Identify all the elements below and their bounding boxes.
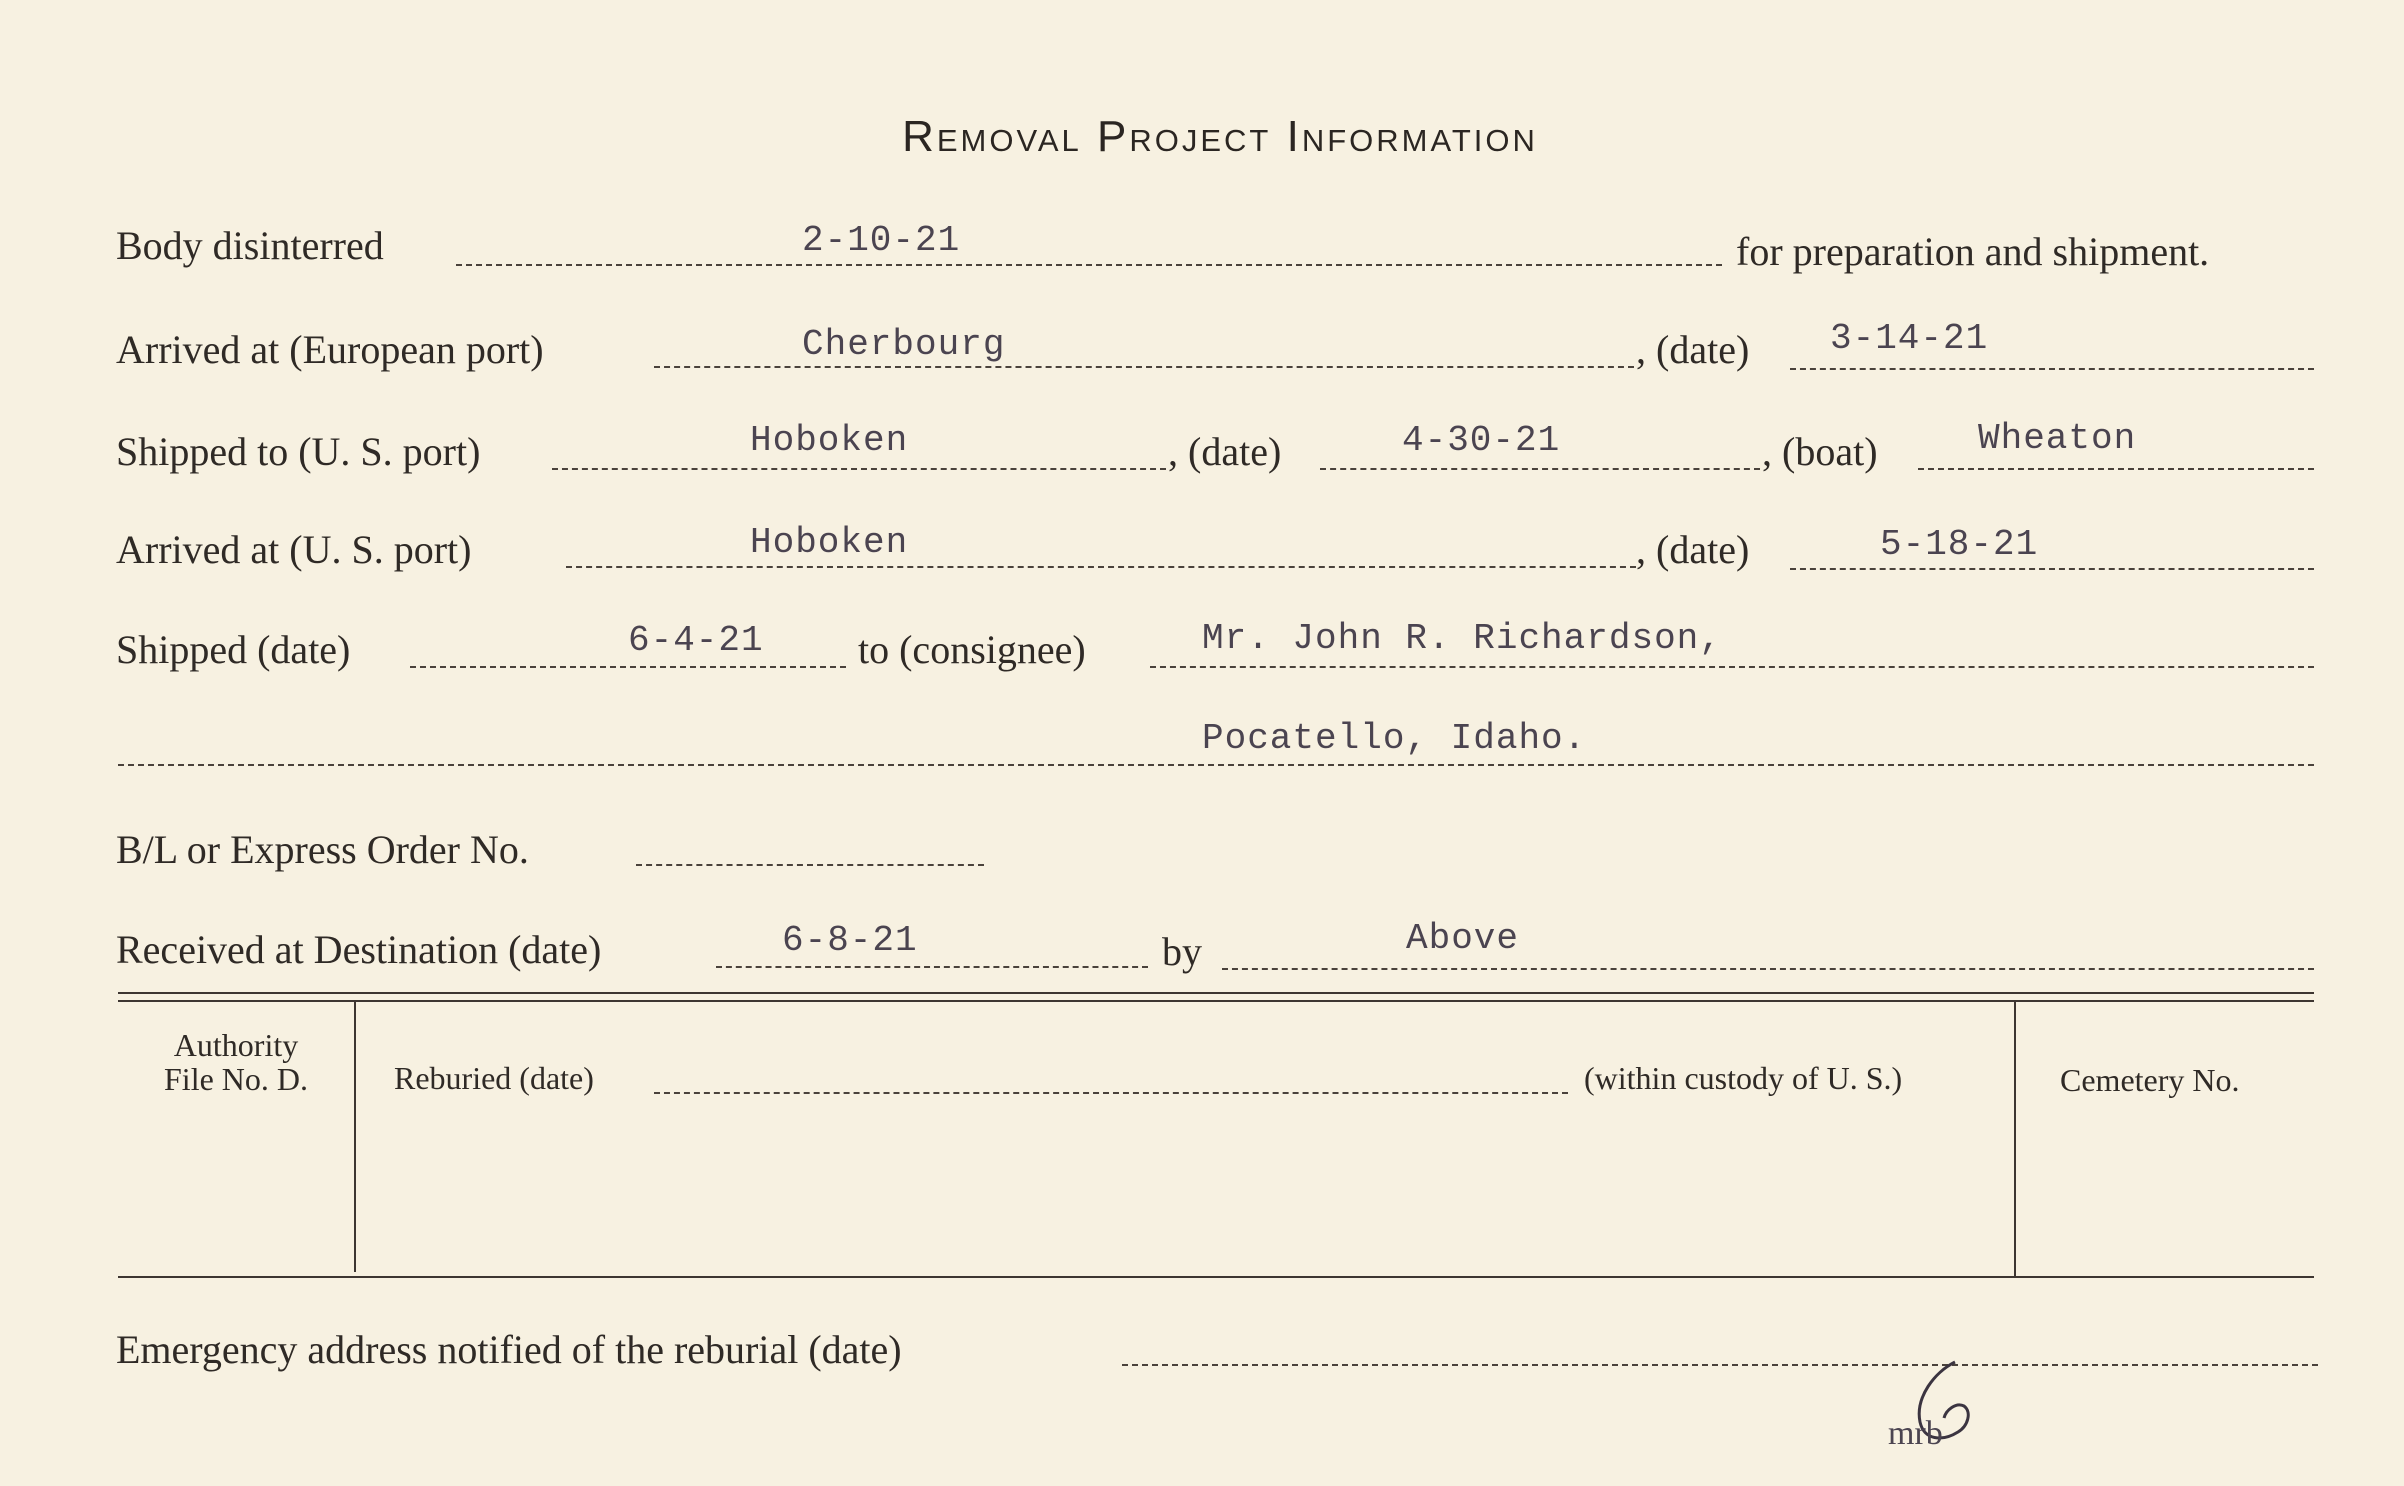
bl-order-line: [636, 864, 984, 866]
emergency-line: [1122, 1364, 2318, 1366]
shipped-us-port: Hoboken: [750, 420, 909, 461]
received-label: Received at Destination (date): [116, 927, 602, 972]
consignee-line2: Pocatello, Idaho.: [1202, 718, 1587, 759]
arrived-europe-port-line: [654, 366, 1634, 368]
received-by: Above: [1406, 918, 1520, 959]
arrived-us-label: Arrived at (U. S. port): [116, 527, 472, 572]
table-bottom-line: [118, 1276, 2314, 1278]
shipped-us-date-line: [1320, 468, 1760, 470]
arrived-europe-port: Cherbourg: [802, 324, 1006, 365]
reburied-line: [654, 1092, 1568, 1094]
table-top-line-2: [118, 1000, 2314, 1002]
arrived-us-date: 5-18-21: [1880, 524, 2039, 565]
shipped-us-label: Shipped to (U. S. port): [116, 429, 481, 474]
consignee-continued-line: [118, 764, 2314, 766]
handwritten-initials: [1880, 1352, 2000, 1462]
received-date: 6-8-21: [782, 920, 918, 961]
consignee-label: to (consignee): [858, 627, 1086, 672]
shipped-us-boat: Wheaton: [1978, 418, 2137, 459]
body-disinterred-label: Body disinterred: [116, 223, 384, 268]
body-disinterred-value: 2-10-21: [802, 220, 961, 261]
card-title: [0, 112, 2404, 162]
body-disinterred-suffix: for preparation and shipment.: [1736, 229, 2210, 274]
arrived-europe-label: Arrived at (European port): [116, 327, 544, 372]
arrived-us-port: Hoboken: [750, 522, 909, 563]
arrived-europe-date-label: , (date): [1636, 327, 1750, 372]
consignee-line1: Mr. John R. Richardson,: [1202, 618, 1722, 659]
cemetery-label: Cemetery No.: [2060, 1062, 2240, 1098]
reburied-label: Reburied (date): [394, 1060, 594, 1096]
shipped-date-line: [410, 666, 846, 668]
authority-label: [118, 1028, 354, 1096]
consignee-line: [1150, 666, 2314, 668]
body-disinterred-line: [456, 264, 1722, 266]
shipped-us-boat-label: , (boat): [1762, 429, 1878, 474]
shipped-us-boat-line: [1918, 468, 2314, 470]
shipped-us-port-line: [552, 468, 1166, 470]
table-divider-right: [2014, 1002, 2016, 1276]
authority-label-line1: Authority: [173, 1027, 299, 1063]
received-by-line: [1222, 968, 2314, 970]
received-date-line: [716, 966, 1148, 968]
arrived-us-date-line: [1790, 568, 2314, 570]
emergency-label: Emergency address notified of the reburial (date): [116, 1327, 902, 1372]
shipped-date-value: 6-4-21: [628, 620, 764, 661]
arrived-europe-date-line: [1790, 368, 2314, 370]
title-text: Removal Project Information: [902, 112, 1538, 161]
shipped-us-date-label: , (date): [1168, 429, 1282, 474]
arrived-us-port-line: [566, 566, 1636, 568]
custody-label: (within custody of U. S.): [1584, 1060, 1903, 1096]
shipped-date-label: Shipped (date): [116, 627, 351, 672]
received-by-label: by: [1162, 929, 1202, 974]
arrived-us-date-label: , (date): [1636, 527, 1750, 572]
initials-signature-icon: [1880, 1352, 2000, 1462]
shipped-us-date: 4-30-21: [1402, 420, 1561, 461]
table-divider-left: [354, 1002, 356, 1272]
table-top-line-1: [118, 992, 2314, 994]
arrived-europe-date: 3-14-21: [1830, 318, 1989, 359]
authority-label-line2: File No. D.: [164, 1061, 308, 1097]
initials-text: mrb: [1888, 1415, 1943, 1452]
bl-order-label: B/L or Express Order No.: [116, 827, 529, 872]
